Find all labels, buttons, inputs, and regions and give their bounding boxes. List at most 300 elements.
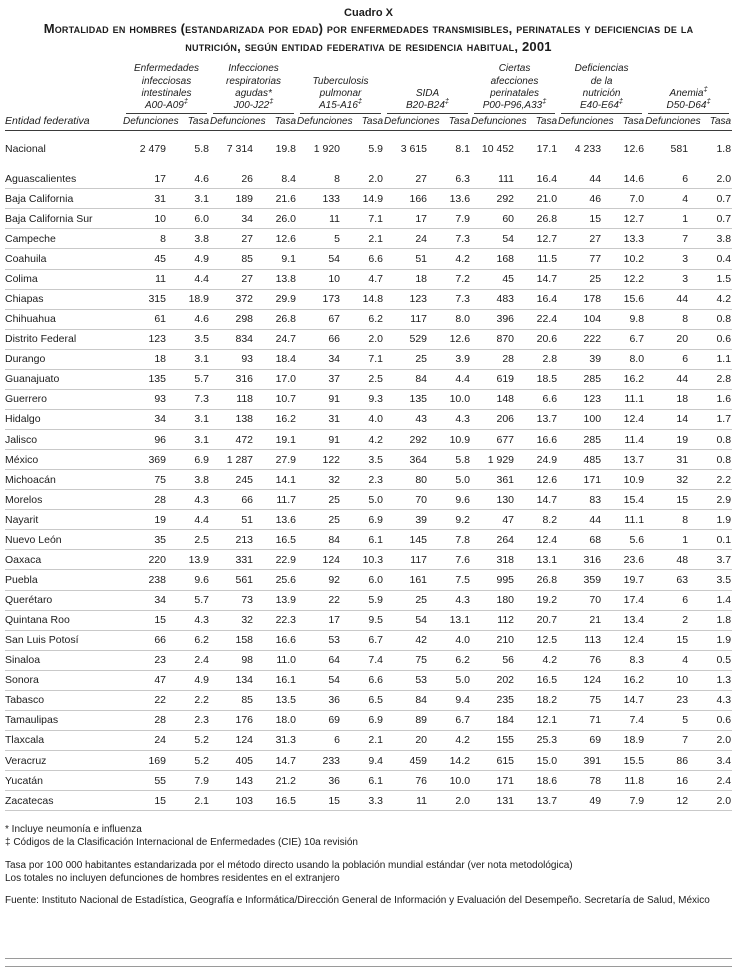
value-cell: 8	[334, 172, 341, 185]
value-cell: 4.3	[455, 413, 471, 426]
value-cell: 13.6	[449, 192, 471, 205]
value-cell: 995	[496, 573, 515, 586]
value-cell: 6.7	[629, 333, 645, 346]
value-cell: 45	[154, 252, 166, 265]
value-cell: 3.8	[194, 473, 210, 486]
value-cell: 1 929	[487, 453, 515, 466]
value-cell: 31	[328, 413, 341, 426]
subheader-tasa: Tasa	[610, 114, 645, 131]
table-row	[5, 430, 732, 450]
value-cell: 36	[328, 774, 341, 787]
value-cell: 12.5	[536, 634, 558, 647]
value-cell: 24	[154, 734, 166, 747]
value-cell: 7.6	[455, 553, 471, 566]
entidad-cell: Campeche	[5, 232, 56, 245]
value-cell: 26	[241, 172, 254, 185]
title-block	[5, 7, 732, 56]
value-cell: 54	[328, 674, 341, 687]
value-cell: 32	[328, 473, 341, 486]
value-cell: 292	[409, 433, 428, 446]
value-cell: 561	[235, 573, 254, 586]
value-cell: 1.8	[716, 614, 732, 627]
value-cell: 28	[154, 714, 166, 727]
value-cell: 55	[154, 774, 166, 787]
value-cell: 25	[415, 353, 428, 366]
value-cell: 15	[154, 794, 166, 807]
value-cell: 6.9	[194, 453, 210, 466]
value-cell: 26.8	[536, 212, 558, 225]
value-cell: 66	[241, 493, 254, 506]
value-cell: 15	[589, 212, 602, 225]
value-cell: 4.2	[368, 433, 384, 446]
value-cell: 35	[154, 533, 166, 546]
value-cell: 3.5	[194, 333, 210, 346]
value-cell: 53	[328, 634, 341, 647]
value-cell: 24	[415, 232, 428, 245]
value-cell: 6	[334, 734, 341, 747]
subheader-defunciones: Defunciones	[297, 114, 349, 131]
value-cell: 22	[154, 694, 166, 707]
value-cell: 25	[328, 493, 341, 506]
value-cell: 66	[328, 333, 341, 346]
value-cell: 44	[676, 293, 689, 306]
value-cell: 2.0	[716, 794, 732, 807]
value-cell: 36	[328, 694, 341, 707]
entidad-cell: Sinaloa	[5, 654, 41, 667]
column-header-entidad: Entidad federativa	[5, 63, 123, 130]
value-cell: 14.2	[449, 754, 471, 767]
value-cell: 27	[589, 232, 602, 245]
methodology-note: Tasa por 100 000 habitantes estandarizada por el método directo usando la población mundial estándar (ver nota metodológica)	[5, 859, 573, 871]
value-cell: 98	[241, 654, 254, 667]
entidad-cell: Oaxaca	[5, 553, 42, 566]
value-cell: 6.6	[368, 252, 384, 265]
value-cell: 47	[502, 513, 515, 526]
subheader-tasa: Tasa	[262, 114, 297, 131]
value-cell: 316	[583, 553, 602, 566]
entidad-cell: Sonora	[5, 674, 39, 687]
value-cell: 19.1	[275, 433, 297, 446]
value-cell: 80	[415, 473, 428, 486]
value-cell: 4.2	[542, 654, 558, 667]
value-cell: 69	[589, 734, 602, 747]
entidad-cell: Michoacán	[5, 473, 56, 486]
value-cell: 18	[415, 273, 428, 285]
value-cell: 4.6	[194, 313, 210, 326]
value-cell: 4.6	[194, 172, 210, 185]
value-cell: 54	[415, 614, 428, 627]
value-cell: 7 314	[226, 143, 254, 156]
value-cell: 19.7	[623, 573, 645, 586]
value-cell: 9.4	[368, 754, 384, 767]
group-name-line: nutrición	[582, 87, 621, 99]
value-cell: 1.3	[716, 674, 732, 687]
value-cell: 4.3	[194, 493, 210, 506]
value-cell: 2.0	[368, 172, 384, 185]
footnote: * Incluye neumonía e influenza	[5, 824, 142, 836]
value-cell: 77	[589, 252, 602, 265]
value-cell: 13.8	[275, 273, 297, 285]
entidad-cell: Zacatecas	[5, 794, 54, 807]
value-cell: 14	[676, 413, 689, 426]
value-cell: 9.5	[368, 614, 384, 627]
column-group-header	[471, 63, 558, 114]
entidad-cell: Chihuahua	[5, 313, 56, 326]
value-cell: 13.5	[275, 694, 297, 707]
value-cell: 92	[328, 573, 341, 586]
value-cell: 7	[682, 232, 689, 245]
value-cell: 16.4	[536, 172, 558, 185]
entidad-cell: Tabasco	[5, 694, 45, 707]
value-cell: 16.5	[275, 794, 297, 807]
value-cell: 12.6	[449, 333, 471, 346]
value-cell: 2.4	[194, 654, 210, 667]
value-cell: 9.3	[368, 393, 384, 406]
entidad-cell: Chiapas	[5, 293, 44, 306]
value-cell: 32	[676, 473, 689, 486]
value-cell: 8.2	[542, 513, 558, 526]
table-row	[5, 349, 732, 369]
group-name-line: Enfermedades	[133, 63, 200, 75]
value-cell: 6	[682, 172, 689, 185]
value-cell: 34	[328, 353, 341, 366]
value-cell: 12.6	[536, 473, 558, 486]
value-cell: 12	[676, 794, 689, 807]
table-row	[5, 791, 732, 811]
value-cell: 6.6	[542, 393, 558, 406]
value-cell: 7.8	[455, 533, 471, 546]
value-cell: 53	[415, 674, 428, 687]
value-cell: 1 287	[226, 453, 254, 466]
value-cell: 10 452	[481, 143, 515, 156]
value-cell: 8.0	[455, 313, 471, 326]
value-cell: 83	[589, 493, 602, 506]
value-cell: 3 615	[400, 143, 428, 156]
value-cell: 3.1	[194, 413, 210, 426]
value-cell: 1.1	[716, 353, 732, 366]
value-cell: 27	[241, 232, 254, 245]
value-cell: 143	[235, 774, 254, 787]
value-cell: 44	[676, 373, 689, 386]
table-row	[5, 189, 732, 209]
table-row	[5, 289, 732, 309]
value-cell: 7.2	[455, 273, 471, 285]
table-row	[5, 730, 732, 750]
value-cell: 6.7	[455, 714, 471, 727]
value-cell: 118	[236, 393, 254, 406]
value-cell: 369	[148, 453, 166, 466]
value-cell: 19.8	[275, 143, 297, 156]
value-cell: 134	[235, 674, 254, 687]
value-cell: 1.5	[716, 273, 732, 285]
value-cell: 85	[241, 252, 254, 265]
value-cell: 1.4	[716, 594, 732, 606]
value-cell: 2.5	[194, 533, 210, 546]
value-cell: 10	[676, 674, 689, 687]
value-cell: 3.1	[194, 433, 210, 446]
value-cell: 171	[583, 473, 602, 486]
value-cell: 1	[682, 212, 689, 225]
value-cell: 12.7	[623, 212, 645, 225]
value-cell: 2.1	[368, 232, 384, 245]
value-cell: 17	[328, 614, 341, 627]
value-cell: 5	[682, 714, 689, 727]
value-cell: 3.8	[194, 232, 210, 245]
table-row	[5, 229, 732, 249]
table-row	[5, 309, 732, 329]
value-cell: 15	[676, 634, 689, 647]
value-cell: 361	[496, 473, 515, 486]
value-cell: 28	[502, 353, 515, 366]
table-row	[5, 690, 732, 710]
value-cell: 100	[583, 413, 602, 426]
value-cell: 24.7	[275, 333, 297, 346]
value-cell: 1.8	[716, 143, 732, 156]
value-cell: 5.8	[455, 453, 471, 466]
entidad-cell: Durango	[5, 353, 46, 366]
value-cell: 15.6	[623, 293, 645, 306]
entidad-cell: Quintana Roo	[5, 614, 70, 627]
table-row	[5, 470, 732, 490]
value-cell: 7.9	[194, 774, 210, 787]
table-row	[5, 570, 732, 590]
value-cell: 31	[676, 453, 689, 466]
value-cell: 10.2	[623, 252, 645, 265]
value-cell: 15	[154, 614, 166, 627]
value-cell: 222	[583, 333, 602, 346]
value-cell: 9.6	[455, 493, 471, 506]
value-cell: 3	[682, 252, 689, 265]
value-cell: 7.9	[455, 212, 471, 225]
value-cell: 16.6	[275, 634, 297, 647]
value-cell: 4.2	[716, 293, 732, 306]
value-cell: 47	[154, 674, 166, 687]
value-cell: 6.9	[368, 513, 384, 526]
value-cell: 25.3	[536, 734, 558, 747]
value-cell: 8	[160, 232, 166, 245]
value-cell: 16.5	[275, 533, 297, 546]
value-cell: 3	[682, 273, 689, 285]
value-cell: 16	[676, 774, 689, 787]
group-name-line: SIDA	[415, 87, 440, 99]
value-cell: 22.4	[536, 313, 558, 326]
value-cell: 17	[154, 172, 166, 185]
value-cell: 168	[496, 252, 515, 265]
value-cell: 124	[583, 674, 602, 687]
value-cell: 485	[583, 453, 602, 466]
value-cell: 7.5	[455, 573, 471, 586]
value-cell: 7.4	[368, 654, 384, 667]
value-cell: 15.5	[623, 754, 645, 767]
subheader-tasa: Tasa	[523, 114, 558, 131]
value-cell: 17.4	[623, 594, 645, 606]
value-cell: 13.6	[275, 513, 297, 526]
group-code: B20-B24‡	[405, 96, 450, 111]
value-cell: 13.7	[536, 794, 558, 807]
value-cell: 130	[496, 493, 515, 506]
value-cell: 148	[496, 393, 515, 406]
value-cell: 19.2	[536, 594, 558, 606]
value-cell: 15.0	[536, 754, 558, 767]
value-cell: 2.0	[716, 734, 732, 747]
value-cell: 86	[676, 754, 689, 767]
value-cell: 459	[409, 754, 428, 767]
value-cell: 220	[148, 553, 166, 566]
value-cell: 24.9	[536, 453, 558, 466]
value-cell: 48	[676, 553, 689, 566]
entidad-cell: Tlaxcala	[5, 734, 45, 747]
value-cell: 11.8	[624, 774, 645, 787]
value-cell: 292	[496, 192, 515, 205]
value-cell: 37	[328, 373, 341, 386]
value-cell: 18.9	[188, 293, 210, 306]
value-cell: 123	[409, 293, 428, 306]
value-cell: 27	[241, 273, 254, 285]
value-cell: 6.7	[368, 634, 384, 647]
table-row	[5, 630, 732, 650]
value-cell: 6.2	[455, 654, 471, 667]
table-number: Cuadro X	[344, 7, 393, 19]
value-cell: 15.4	[623, 493, 645, 506]
value-cell: 18.9	[623, 734, 645, 747]
value-cell: 75	[415, 654, 428, 667]
value-cell: 91	[328, 433, 341, 446]
value-cell: 184	[496, 714, 515, 727]
column-group-header	[123, 63, 210, 114]
value-cell: 112	[497, 614, 515, 627]
value-cell: 131	[496, 794, 515, 807]
value-cell: 4	[682, 192, 689, 205]
value-cell: 123	[583, 393, 602, 406]
value-cell: 9.1	[281, 252, 297, 265]
group-name-line: de la	[590, 75, 613, 87]
entidad-cell: Yucatán	[5, 774, 43, 787]
value-cell: 2.2	[194, 694, 210, 707]
value-cell: 2.8	[716, 373, 732, 386]
entidad-cell: Baja California Sur	[5, 212, 93, 225]
footnotes	[5, 823, 732, 907]
value-cell: 11	[416, 794, 428, 807]
table-row	[5, 550, 732, 570]
value-cell: 54	[328, 252, 341, 265]
value-cell: 202	[496, 674, 515, 687]
entidad-cell: Nacional	[5, 143, 46, 156]
value-cell: 4	[682, 654, 689, 667]
value-cell: 18	[676, 393, 689, 406]
value-cell: 210	[496, 634, 515, 647]
value-cell: 0.5	[716, 654, 732, 667]
value-cell: 135	[409, 393, 428, 406]
value-cell: 0.8	[716, 453, 732, 466]
value-cell: 31.3	[275, 734, 297, 747]
value-cell: 2 479	[139, 143, 166, 156]
value-cell: 34	[241, 212, 254, 225]
value-cell: 11	[329, 212, 341, 225]
table-row	[5, 450, 732, 470]
value-cell: 2.5	[368, 373, 384, 386]
value-cell: 316	[235, 373, 254, 386]
value-cell: 180	[496, 594, 515, 606]
value-cell: 18.6	[536, 774, 558, 787]
value-cell: 4.7	[368, 273, 384, 285]
value-cell: 9.2	[455, 513, 471, 526]
group-code: P00-P96,A33‡	[482, 96, 547, 111]
table-row	[5, 710, 732, 730]
value-cell: 4.4	[194, 273, 210, 285]
value-cell: 396	[496, 313, 515, 326]
value-cell: 22.3	[275, 614, 297, 627]
value-cell: 364	[409, 453, 428, 466]
value-cell: 2.2	[716, 473, 732, 486]
value-cell: 5.0	[368, 493, 384, 506]
value-cell: 264	[496, 533, 515, 546]
value-cell: 20	[676, 333, 689, 346]
value-cell: 69	[328, 714, 341, 727]
value-cell: 0.4	[716, 252, 732, 265]
value-cell: 298	[235, 313, 254, 326]
bottom-double-rule	[5, 958, 732, 967]
entidad-cell: Distrito Federal	[5, 333, 77, 346]
value-cell: 6.6	[368, 674, 384, 687]
value-cell: 173	[322, 293, 341, 306]
value-cell: 14.7	[275, 754, 297, 767]
value-cell: 233	[322, 754, 341, 767]
value-cell: 2	[682, 614, 689, 627]
value-cell: 245	[235, 473, 254, 486]
subheader-tasa: Tasa	[349, 114, 384, 131]
table-row	[5, 389, 732, 409]
value-cell: 135	[148, 373, 166, 386]
value-cell: 70	[415, 493, 428, 506]
value-cell: 9.6	[194, 573, 210, 586]
table-row	[5, 510, 732, 530]
value-cell: 23.6	[623, 553, 645, 566]
value-cell: 122	[322, 453, 341, 466]
value-cell: 85	[241, 694, 254, 707]
value-cell: 20	[415, 734, 428, 747]
subheader-defunciones: Defunciones	[645, 114, 697, 131]
value-cell: 46	[589, 192, 602, 205]
value-cell: 20.6	[536, 333, 558, 346]
value-cell: 7	[682, 734, 689, 747]
value-cell: 6	[682, 353, 689, 366]
value-cell: 12.1	[536, 714, 558, 727]
value-cell: 4.4	[455, 373, 471, 386]
value-cell: 235	[496, 694, 515, 707]
group-name-line: Anemia‡	[669, 84, 708, 99]
value-cell: 4.0	[455, 634, 471, 647]
value-cell: 213	[235, 533, 254, 546]
table-row	[5, 490, 732, 510]
value-cell: 4.9	[194, 252, 210, 265]
value-cell: 66	[154, 634, 166, 647]
value-cell: 9.8	[629, 313, 645, 326]
value-cell: 70	[589, 594, 602, 606]
value-cell: 171	[496, 774, 515, 787]
value-cell: 67	[328, 313, 341, 326]
column-group-header	[297, 63, 384, 114]
value-cell: 2.1	[368, 734, 384, 747]
value-cell: 2.1	[194, 794, 210, 807]
subheader-defunciones: Defunciones	[558, 114, 610, 131]
value-cell: 11.7	[276, 493, 297, 506]
value-cell: 18.0	[275, 714, 297, 727]
table-row	[5, 369, 732, 389]
value-cell: 14.7	[623, 694, 645, 707]
group-code: D50-D64‡	[666, 96, 711, 111]
value-cell: 6.9	[368, 714, 384, 727]
value-cell: 5.7	[194, 594, 210, 606]
